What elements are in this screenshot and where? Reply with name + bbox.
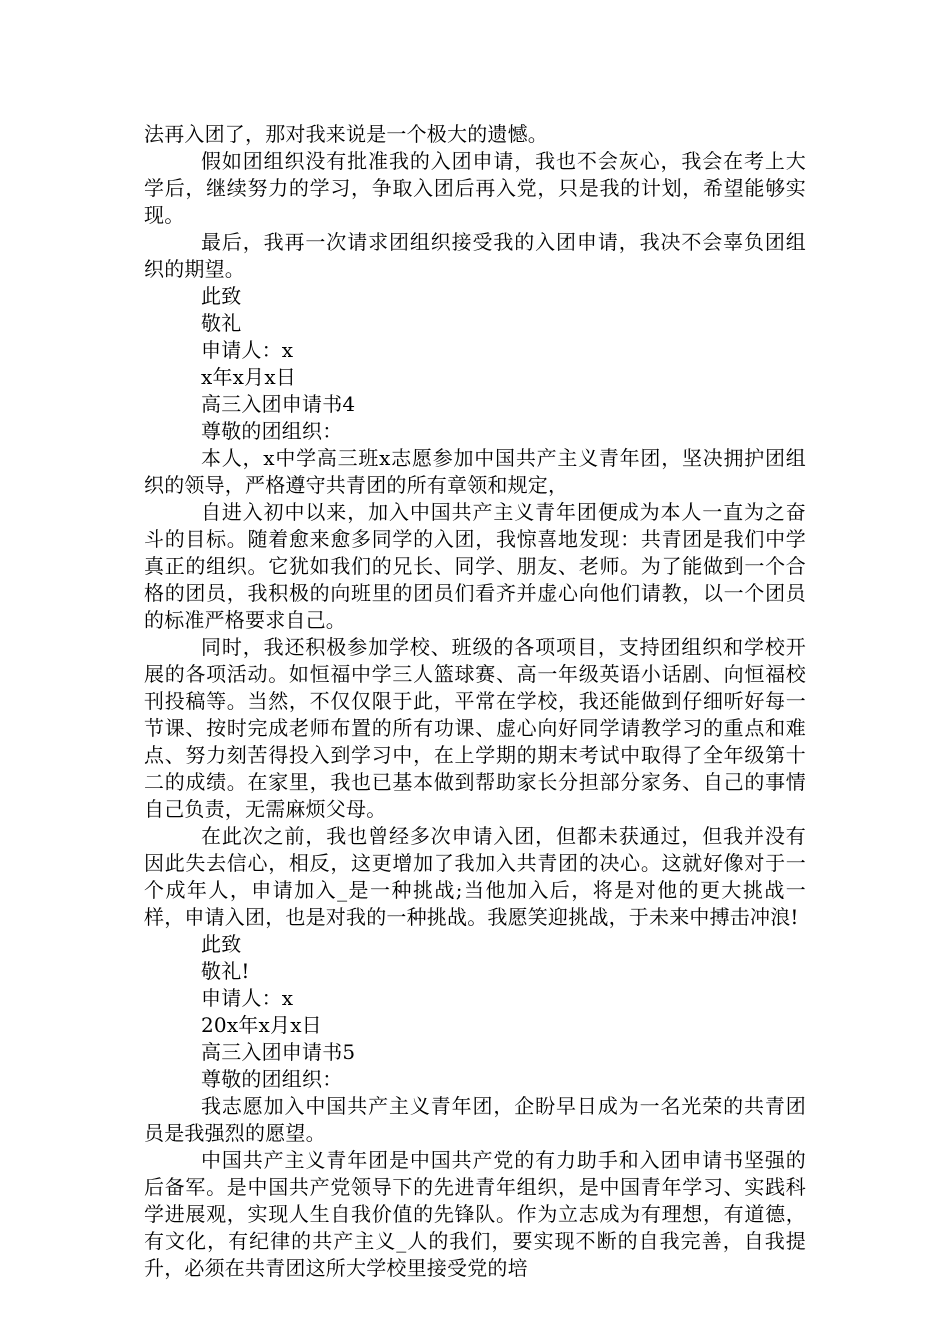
date-line: x年x月x日 [201, 365, 297, 389]
paragraph-9: 本人，x中学高三班x志愿参加中国共产主义青年团，坚决拥护团组织的领导，严格遵守共青团的所有章领和规定， [144, 446, 806, 497]
closing-salutation: 此致 [201, 284, 242, 308]
applicant-line: 申请人：x [201, 986, 294, 1010]
closing-regards: 敬礼! [201, 959, 250, 983]
greeting: 尊敬的团组织： [201, 419, 343, 443]
closing-salutation: 此致 [201, 932, 242, 956]
paragraph-10: 自进入初中以来，加入中国共产主义青年团便成为本人一直为之奋斗的目标。随着愈来愈多同学的入团，我惊喜地发现：共青团是我们中学真正的组织。它犹如我们的兄长、同学、朋友、老师。为了能做到一个合格的团员，我积极的向班里的团员们看齐并虚心向他们请教，以一个团员的标准严格要求自己。 [144, 500, 806, 632]
greeting: 尊敬的团组织： [201, 1067, 343, 1091]
paragraph-20: 中国共产主义青年团是中国共产党的有力助手和入团申请书坚强的后备军。是中国共产党领导下的先进青年组织，是中国青年学习、实践科学进展观，实现人生自我价值的先锋队。作为立志成为有理想，有道德，有文化，有纪律的共产主义_人的我们，要实现不断的自我完善，自我提升，必须在共青团这所大学校里接受党的培 [144, 1148, 806, 1280]
section-heading-5: 高三入团申请书5 [201, 1040, 356, 1064]
paragraph-0: 法再入团了，那对我来说是一个极大的遗憾。 [144, 122, 548, 146]
date-line: 20x年x月x日 [201, 1013, 322, 1037]
paragraph-11: 同时，我还积极参加学校、班级的各项项目，支持团组织和学校开展的各项活动。如恒福中学三人篮球赛、高一年级英语小话剧、向恒福校刊投稿等。当然，不仅仅限于此，平常在学校，我还能做到仔细听好每一节课、按时完成老师布置的所有功课、虚心向好同学请教学习的重点和难点、努力刻苦得投入到学习中，在上学期的期末考试中取得了全年级第十二的成绩。在家里，我也已基本做到帮助家长分担部分家务、自己的事情自己负责，无需麻烦父母。 [144, 635, 806, 821]
document-body [144, 121, 806, 1282]
applicant-line: 申请人：x [201, 338, 294, 362]
paragraph-19: 我志愿加入中国共产主义青年团，企盼早日成为一名光荣的共青团员是我强烈的愿望。 [144, 1094, 806, 1145]
closing-regards: 敬礼 [201, 311, 242, 335]
paragraph-1: 假如团组织没有批准我的入团申请，我也不会灰心，我会在考上大学后，继续努力的学习，争取入团后再入党，只是我的计划，希望能够实现。 [144, 149, 806, 227]
section-heading-4: 高三入团申请书4 [201, 392, 356, 416]
paragraph-2: 最后，我再一次请求团组织接受我的入团申请，我决不会辜负团组织的期望。 [144, 230, 806, 281]
paragraph-12: 在此次之前，我也曾经多次申请入团，但都未获通过，但我并没有因此失去信心，相反，这更增加了我加入共青团的决心。这就好像对于一个成年人，申请加入_是一种挑战;当他加入后，将是对他的更大挑战一样，申请入团，也是对我的一种挑战。我愿笑迎挑战，于未来中搏击冲浪! [144, 824, 806, 929]
